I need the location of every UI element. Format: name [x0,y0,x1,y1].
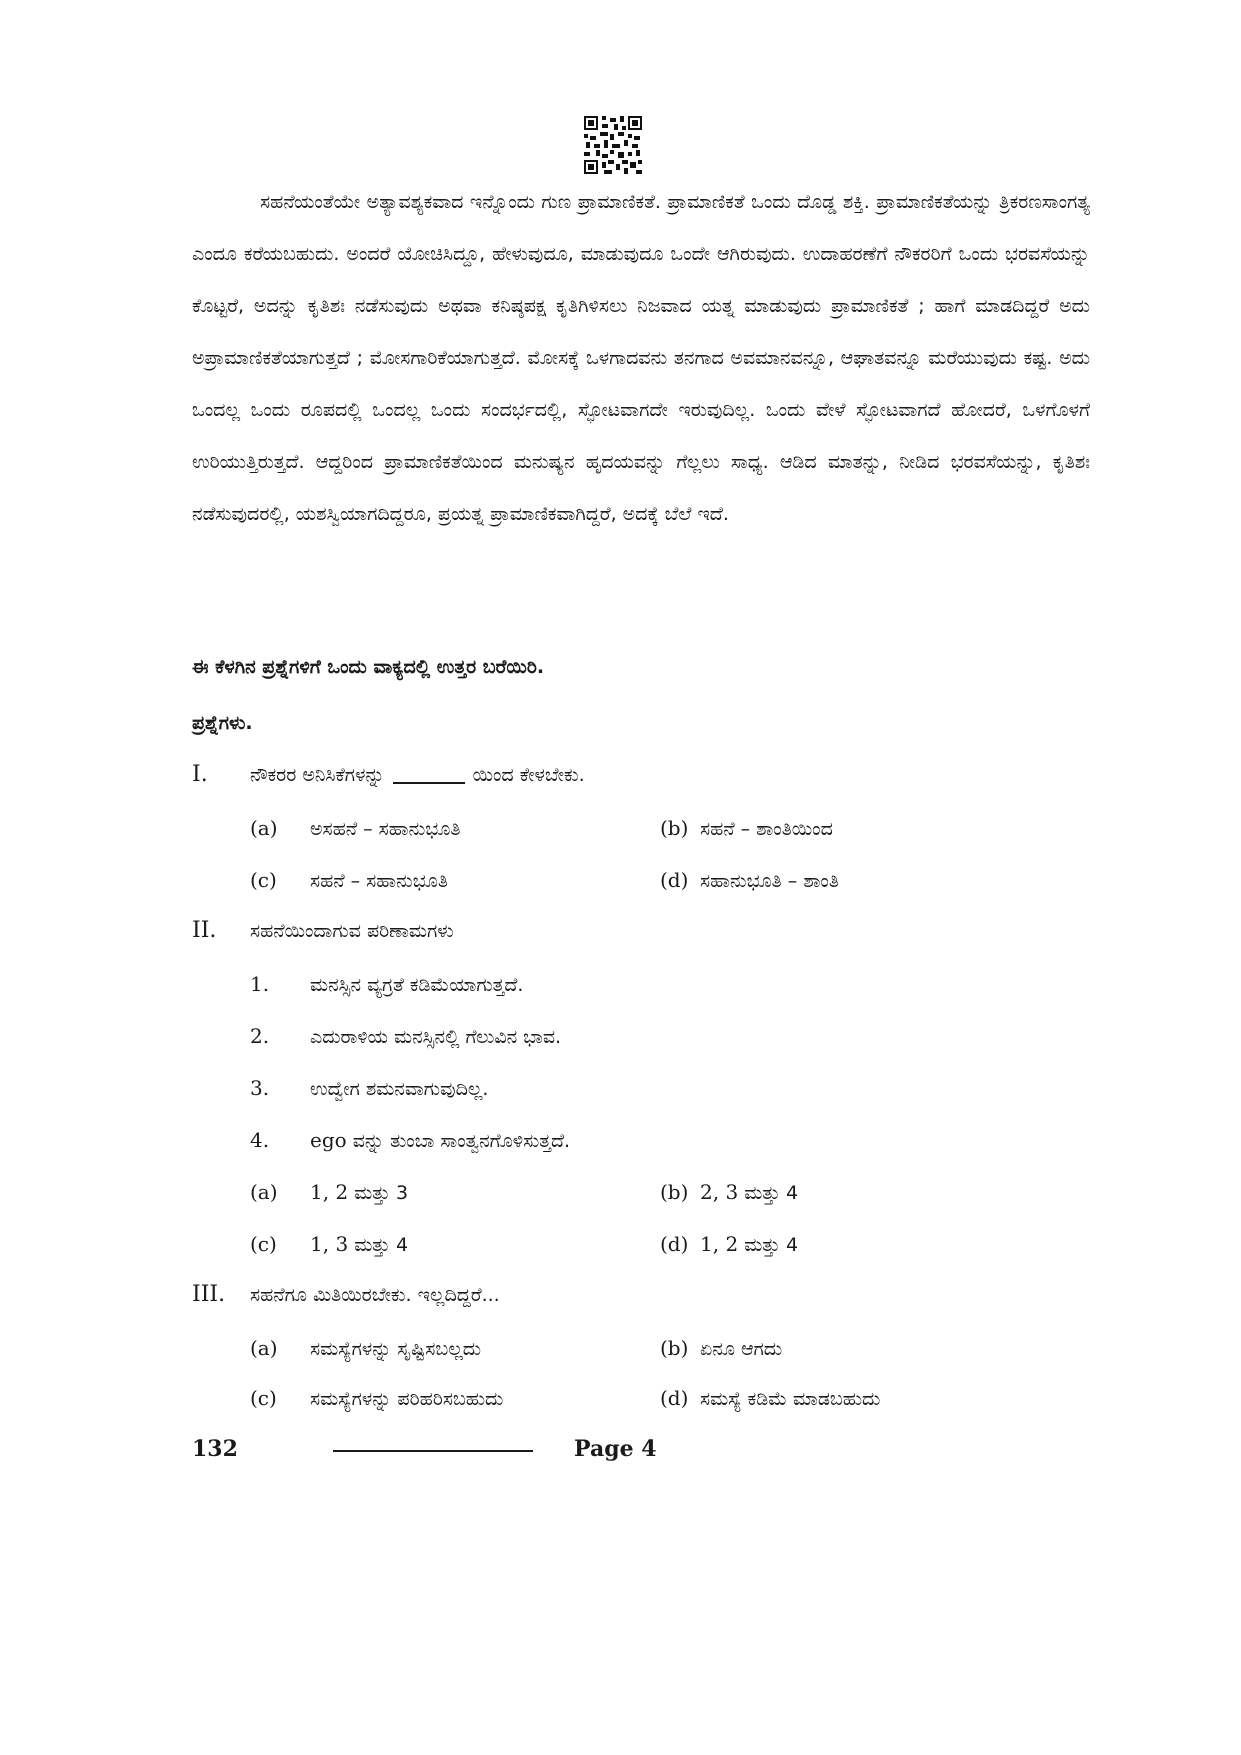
question-number: III. [192,1282,226,1307]
qr-code-icon [584,116,642,174]
option-text: ಸಮಸ್ಯೆ ಕಡಿಮೆ ಮಾಡಬಹುದು [700,1388,881,1410]
statement-number: 2. [250,1024,270,1048]
option-label: (d) [660,1386,689,1410]
fill-blank [393,782,465,784]
option-numbers: 1, 2 [310,1180,349,1204]
question-text: ಸಹನೆಯಿಂದಾಗುವ ಪರಿಣಾಮಗಳು [250,920,454,942]
option-text: ಸಹನೆ – ಶಾಂತಿಯಿಂದ [700,818,833,840]
question-number: II. [192,918,217,943]
statement-english-word: ego [310,1128,347,1152]
option-b [660,816,833,840]
statement-item [250,1128,570,1152]
instruction-text: ಈ ಕೆಳಗಿನ ಪ್ರಶ್ನೆಗಳಿಗೆ ಒಂದು ವಾಕ್ಯದಲ್ಲಿ ಉತ್ತರ ಬರೆಯಿರಿ. [192,656,545,678]
option-label: (a) [250,816,278,840]
question-text: ಸಹನೆಗೂ ಮಿತಿಯಿರಬೇಕು. ಇಲ್ಲದಿದ್ದರೆ... [250,1284,500,1306]
statement-text: ಉದ್ವೇಗ ಶಮನವಾಗುವುದಿಲ್ಲ. [310,1078,489,1100]
option-numbers: 2, 3 [700,1180,739,1204]
option-label: (b) [660,1336,689,1360]
question-text-before: ನೌಕರರ ಅನಿಸಿಕೆಗಳನ್ನು [250,764,385,786]
page-number: Page 4 [574,1436,657,1462]
question-number: I. [192,762,208,787]
option-label: (b) [660,1180,689,1204]
option-d [660,868,839,892]
option-label: (d) [660,868,689,892]
option-label: (c) [250,1386,277,1410]
statement-number: 1. [250,972,270,996]
option-label: (b) [660,816,689,840]
option-label: (c) [250,1232,277,1256]
option-text: ಮತ್ತು 4 [744,1182,799,1204]
option-b [660,1336,782,1360]
option-c [250,1386,503,1410]
comprehension-passage [192,176,1090,540]
option-label: (c) [250,868,277,892]
statement-text: ಮನಸ್ಸಿನ ವ್ಯಗ್ರತೆ ಕಡಿಮೆಯಾಗುತ್ತದೆ. [310,974,524,996]
questions-heading: ಪ್ರಶ್ನೆಗಳು. [192,712,253,734]
passage-text: ಸಹನೆಯಂತೆಯೇ ಅತ್ಯಾವಶ್ಯಕವಾದ ಇನ್ನೊಂದು ಗುಣ ಪ್ರಾಮಾಣಿಕತೆ. ಪ್ರಾಮಾಣಿಕತೆ ಒಂದು ದೊಡ್ಡ ಶಕ್ತಿ. ಪ್ರಾಮಾಣಿಕತೆಯನ್ನು ತ್ರಿಕರಣಸಾಂಗತ್ಯ ಎಂದೂ ಕರೆಯಬಹುದು. ಅಂದರೆ ಯೋಚಿಸಿದ್ದೂ, ಹೇಳುವುದೂ, ಮಾಡುವುದೂ ಒಂದೇ ಆಗಿರುವುದು. ಉದಾಹರಣೆಗೆ ನೌಕರರಿಗೆ ಒಂದು ಭರವಸೆಯನ್ನು ಕೊಟ್ಟರೆ, ಅದನ್ನು ಕೃತಿಶಃ ನಡೆಸುವುದು ಅಥವಾ ಕನಿಷ್ಠಪಕ್ಷ ಕೃತಿಗಿಳಿಸಲು ನಿಜವಾದ ಯತ್ನ ಮಾಡುವುದು ಪ್ರಾಮಾಣಿಕತೆ ; ಹಾಗೆ ಮಾಡದಿದ್ದರೆ ಅದು ಅಪ್ರಾಮಾಣಿಕತೆಯಾಗುತ್ತದೆ ; ಮೋಸಗಾರಿಕೆಯಾಗುತ್ತದೆ. ಮೋಸಕ್ಕೆ ಒಳಗಾದವನು ತನಗಾದ ಅವಮಾನವನ್ನೂ, ಆಘಾತವನ್ನೂ ಮರೆಯುವುದು ಕಷ್ಟ. ಅದು ಒಂದಲ್ಲ ಒಂದು ರೂಪದಲ್ಲಿ ಒಂದಲ್ಲ ಒಂದು ಸಂದರ್ಭದಲ್ಲಿ, ಸ್ಫೋಟವಾಗದೇ ಇರುವುದಿಲ್ಲ. ಒಂದು ವೇಳೆ ಸ್ಫೋಟವಾಗದೆ ಹೋದರೆ, ಒಳಗೊಳಗೆ ಉರಿಯುತ್ತಿರುತ್ತದೆ. ಆದ್ದರಿಂದ ಪ್ರಾಮಾಣಿಕತೆಯಿಂದ ಮನುಷ್ಯನ ಹೃದಯವನ್ನು ಗೆಲ್ಲಲು ಸಾಧ್ಯ. ಆಡಿದ ಮಾತನ್ನು, ನೀಡಿದ ಭರವಸೆಯನ್ನು, ಕೃತಿಶಃ ನಡೆಸುವುದರಲ್ಲಿ, ಯಶಸ್ವಿಯಾಗದಿದ್ದರೂ, ಪ್ರಯತ್ನ ಪ್ರಾಮಾಣಿಕವಾಗಿದ್ದರೆ, ಅದಕ್ಕೆ ಬೆಲೆ ಇದೆ. [192,191,1090,525]
option-text: ಸಮಸ್ಯೆಗಳನ್ನು ಸೃಷ್ಟಿಸಬಲ್ಲದು [310,1338,482,1360]
option-label: (a) [250,1336,278,1360]
option-b [660,1180,798,1204]
footer-divider [333,1450,533,1452]
option-a [250,816,460,840]
option-a [250,1180,408,1204]
statement-item [250,972,523,996]
option-text: ಸಹನೆ – ಸಹಾನುಭೂತಿ [310,870,448,892]
option-text: ಮತ್ತು 4 [354,1234,409,1256]
option-label: (a) [250,1180,278,1204]
option-c [250,1232,408,1256]
option-d [660,1232,798,1256]
option-d [660,1386,880,1410]
statement-item [250,1076,488,1100]
statement-number: 4. [250,1128,270,1152]
statement-item [250,1024,561,1048]
option-text: ಏನೂ ಆಗದು [700,1338,783,1360]
option-label: (d) [660,1232,689,1256]
statement-text: ವನ್ನು ತುಂಬಾ ಸಾಂತ್ವನಗೊಳಿಸುತ್ತದೆ. [352,1130,571,1152]
option-c [250,868,448,892]
option-text: ಮತ್ತು 4 [744,1234,799,1256]
option-text: ಸಹಾನುಭೂತಿ – ಶಾಂತಿ [700,870,839,892]
option-text: ಅಸಹನೆ – ಸಹಾನುಭೂತಿ [310,818,461,840]
option-a [250,1336,481,1360]
option-text: ಮತ್ತು 3 [354,1182,409,1204]
option-numbers: 1, 3 [310,1232,349,1256]
paper-code: 132 [192,1436,238,1462]
statement-text: ಎದುರಾಳಿಯ ಮನಸ್ಸಿನಲ್ಲಿ ಗೆಲುವಿನ ಭಾವ. [310,1026,562,1048]
option-text: ಸಮಸ್ಯೆಗಳನ್ನು ಪರಿಹರಿಸಬಹುದು [310,1388,504,1410]
statement-number: 3. [250,1076,270,1100]
option-numbers: 1, 2 [700,1232,739,1256]
question-text-after: ಯಿಂದ ಕೇಳಬೇಕು. [472,764,585,786]
question-text [250,764,585,786]
